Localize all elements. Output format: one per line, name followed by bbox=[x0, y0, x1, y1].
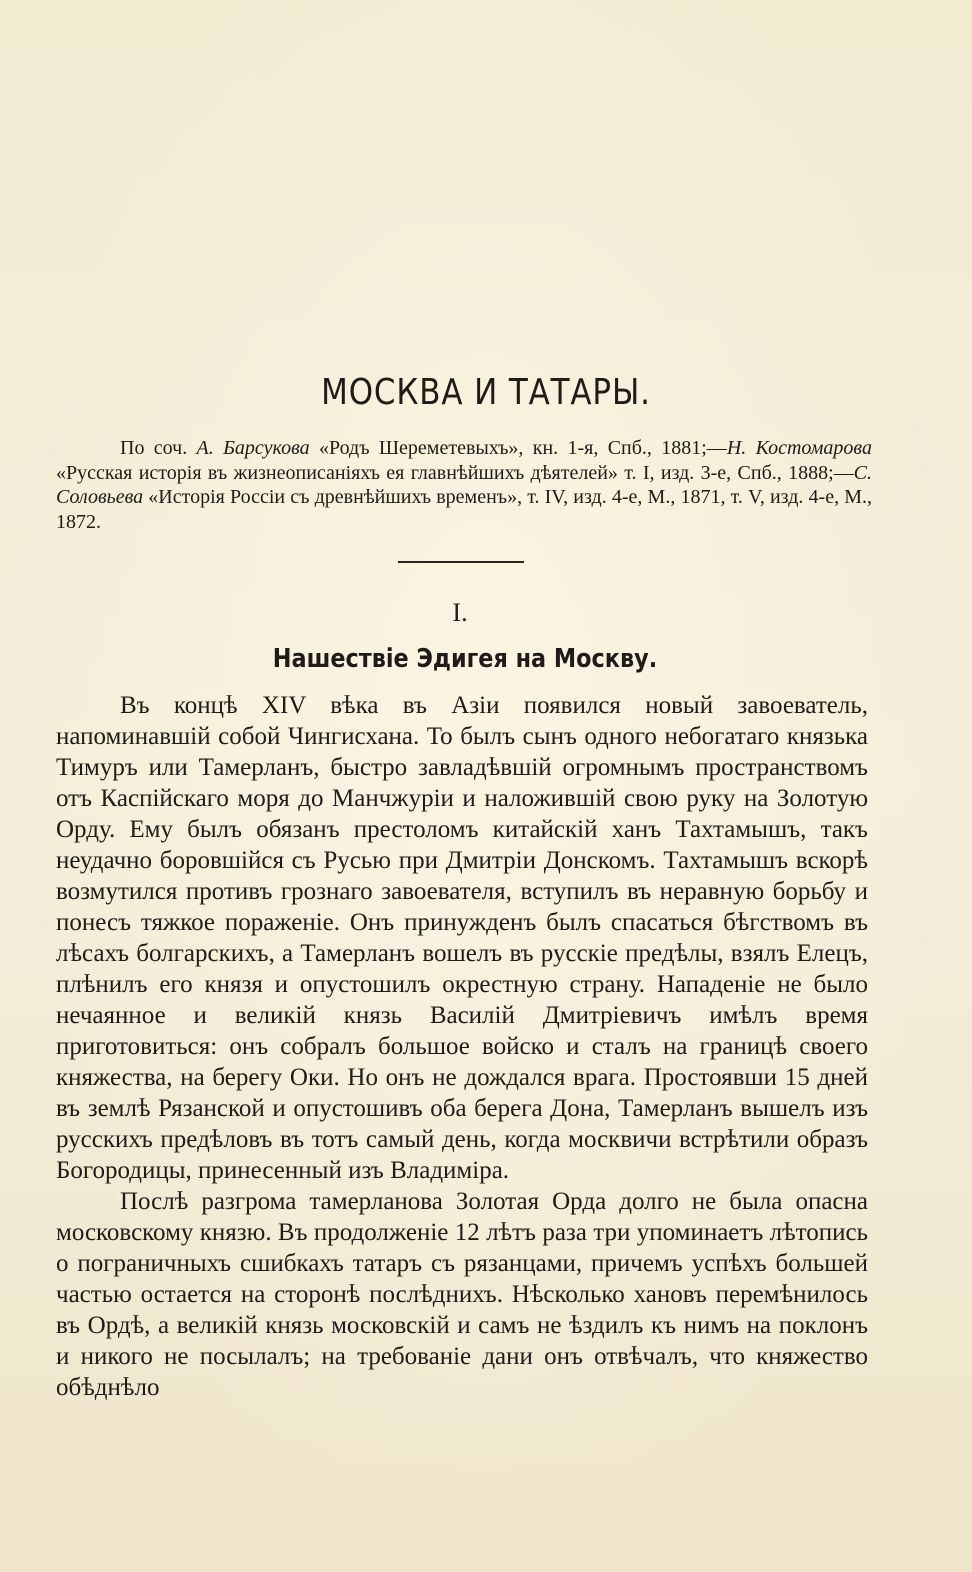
paragraph: Послѣ разгрома тамерланова Золотая Орда долго не была опасна московскому князю. Въ продолженіе 12 лѣтъ раза три упоминаетъ лѣтопись о пограничныхъ сшибкахъ татаръ съ рязанцами, причемъ успѣхъ большей частью остается на сторонѣ послѣднихъ. Нѣсколько хановъ перемѣнилось въ Ордѣ, а великій князь московскій и самъ не ѣздилъ къ нимъ на поклонъ и никого не посылалъ; на требованіе дани онъ отвѣчалъ, что княжество обѣднѣло bbox=[56, 1188, 868, 1401]
sources-prefix: По соч. bbox=[120, 437, 197, 459]
source-work-2: «Русская исторія въ жизнеописаніяхъ ея главнѣйшихъ дѣятелей» т. I, изд. 3-е, Спб., 1888;— bbox=[56, 461, 854, 484]
source-work-3: «Исторія Россіи съ древнѣйшихъ временъ», т. IV, изд. 4-е, М., 1871, т. V, изд. 4-е, М., 1872. bbox=[56, 486, 872, 533]
source-author-2: Н. Костомарова bbox=[726, 437, 872, 459]
divider-rule bbox=[398, 561, 524, 563]
source-work-1: «Родъ Шереметевыхъ», кн. 1-я, Спб., 1881;— bbox=[309, 437, 727, 459]
sources-note bbox=[56, 436, 872, 534]
source-author-3: С. Соловьева bbox=[56, 461, 872, 508]
source-author-1: А. Барсукова bbox=[196, 437, 310, 459]
paragraph: Въ концѣ XIV вѣка въ Азіи появился новый завоеватель, напоминавшій собой Чингисхана. То былъ сынъ одного небогатаго князька Тимуръ или Тамерланъ, быстро завладѣвшій огромнымъ пространствомъ отъ Каспійскаго моря до Манчжуріи и наложившій свою руку на Золотую Орду. Ему былъ обязанъ престоломъ китайскій ханъ Тахтамышъ, такъ неудачно боровшійся съ Русью при Дмитріи Донскомъ. Тахтамышъ вскорѣ возмутился противъ грознаго завоевателя, вступилъ въ неравную борьбу и понесъ тяжкое пораженіе. Онъ принужденъ былъ спасаться бѣгствомъ въ лѣсахъ болгарскихъ, а Тамерланъ вошелъ въ русскіе предѣлы, взялъ Елецъ, плѣнилъ его князя и опустошилъ окрестную страну. Нападеніе не было нечаянное и великій князь Василій Дмитріевичъ имѣлъ время приготовиться: онъ собралъ большое войско и сталъ на границѣ своего княжества, на берегу Оки. Но онъ не дождался врага. Простоявши 15 дней въ землѣ Рязанской и опустошивъ оба берега Дона, Тамерланъ вышелъ изъ русскихъ предѣловъ въ тотъ самый день, когда москвичи встрѣтили образъ Богородицы, принесенный изъ Владиміра. bbox=[56, 692, 868, 1184]
chapter-title: МОСКВА И ТАТАРЫ. bbox=[321, 372, 651, 413]
section-heading: Нашествіе Эдигея на Москву. bbox=[272, 644, 658, 674]
section-number: I. bbox=[452, 598, 468, 627]
body-text bbox=[56, 690, 868, 1403]
